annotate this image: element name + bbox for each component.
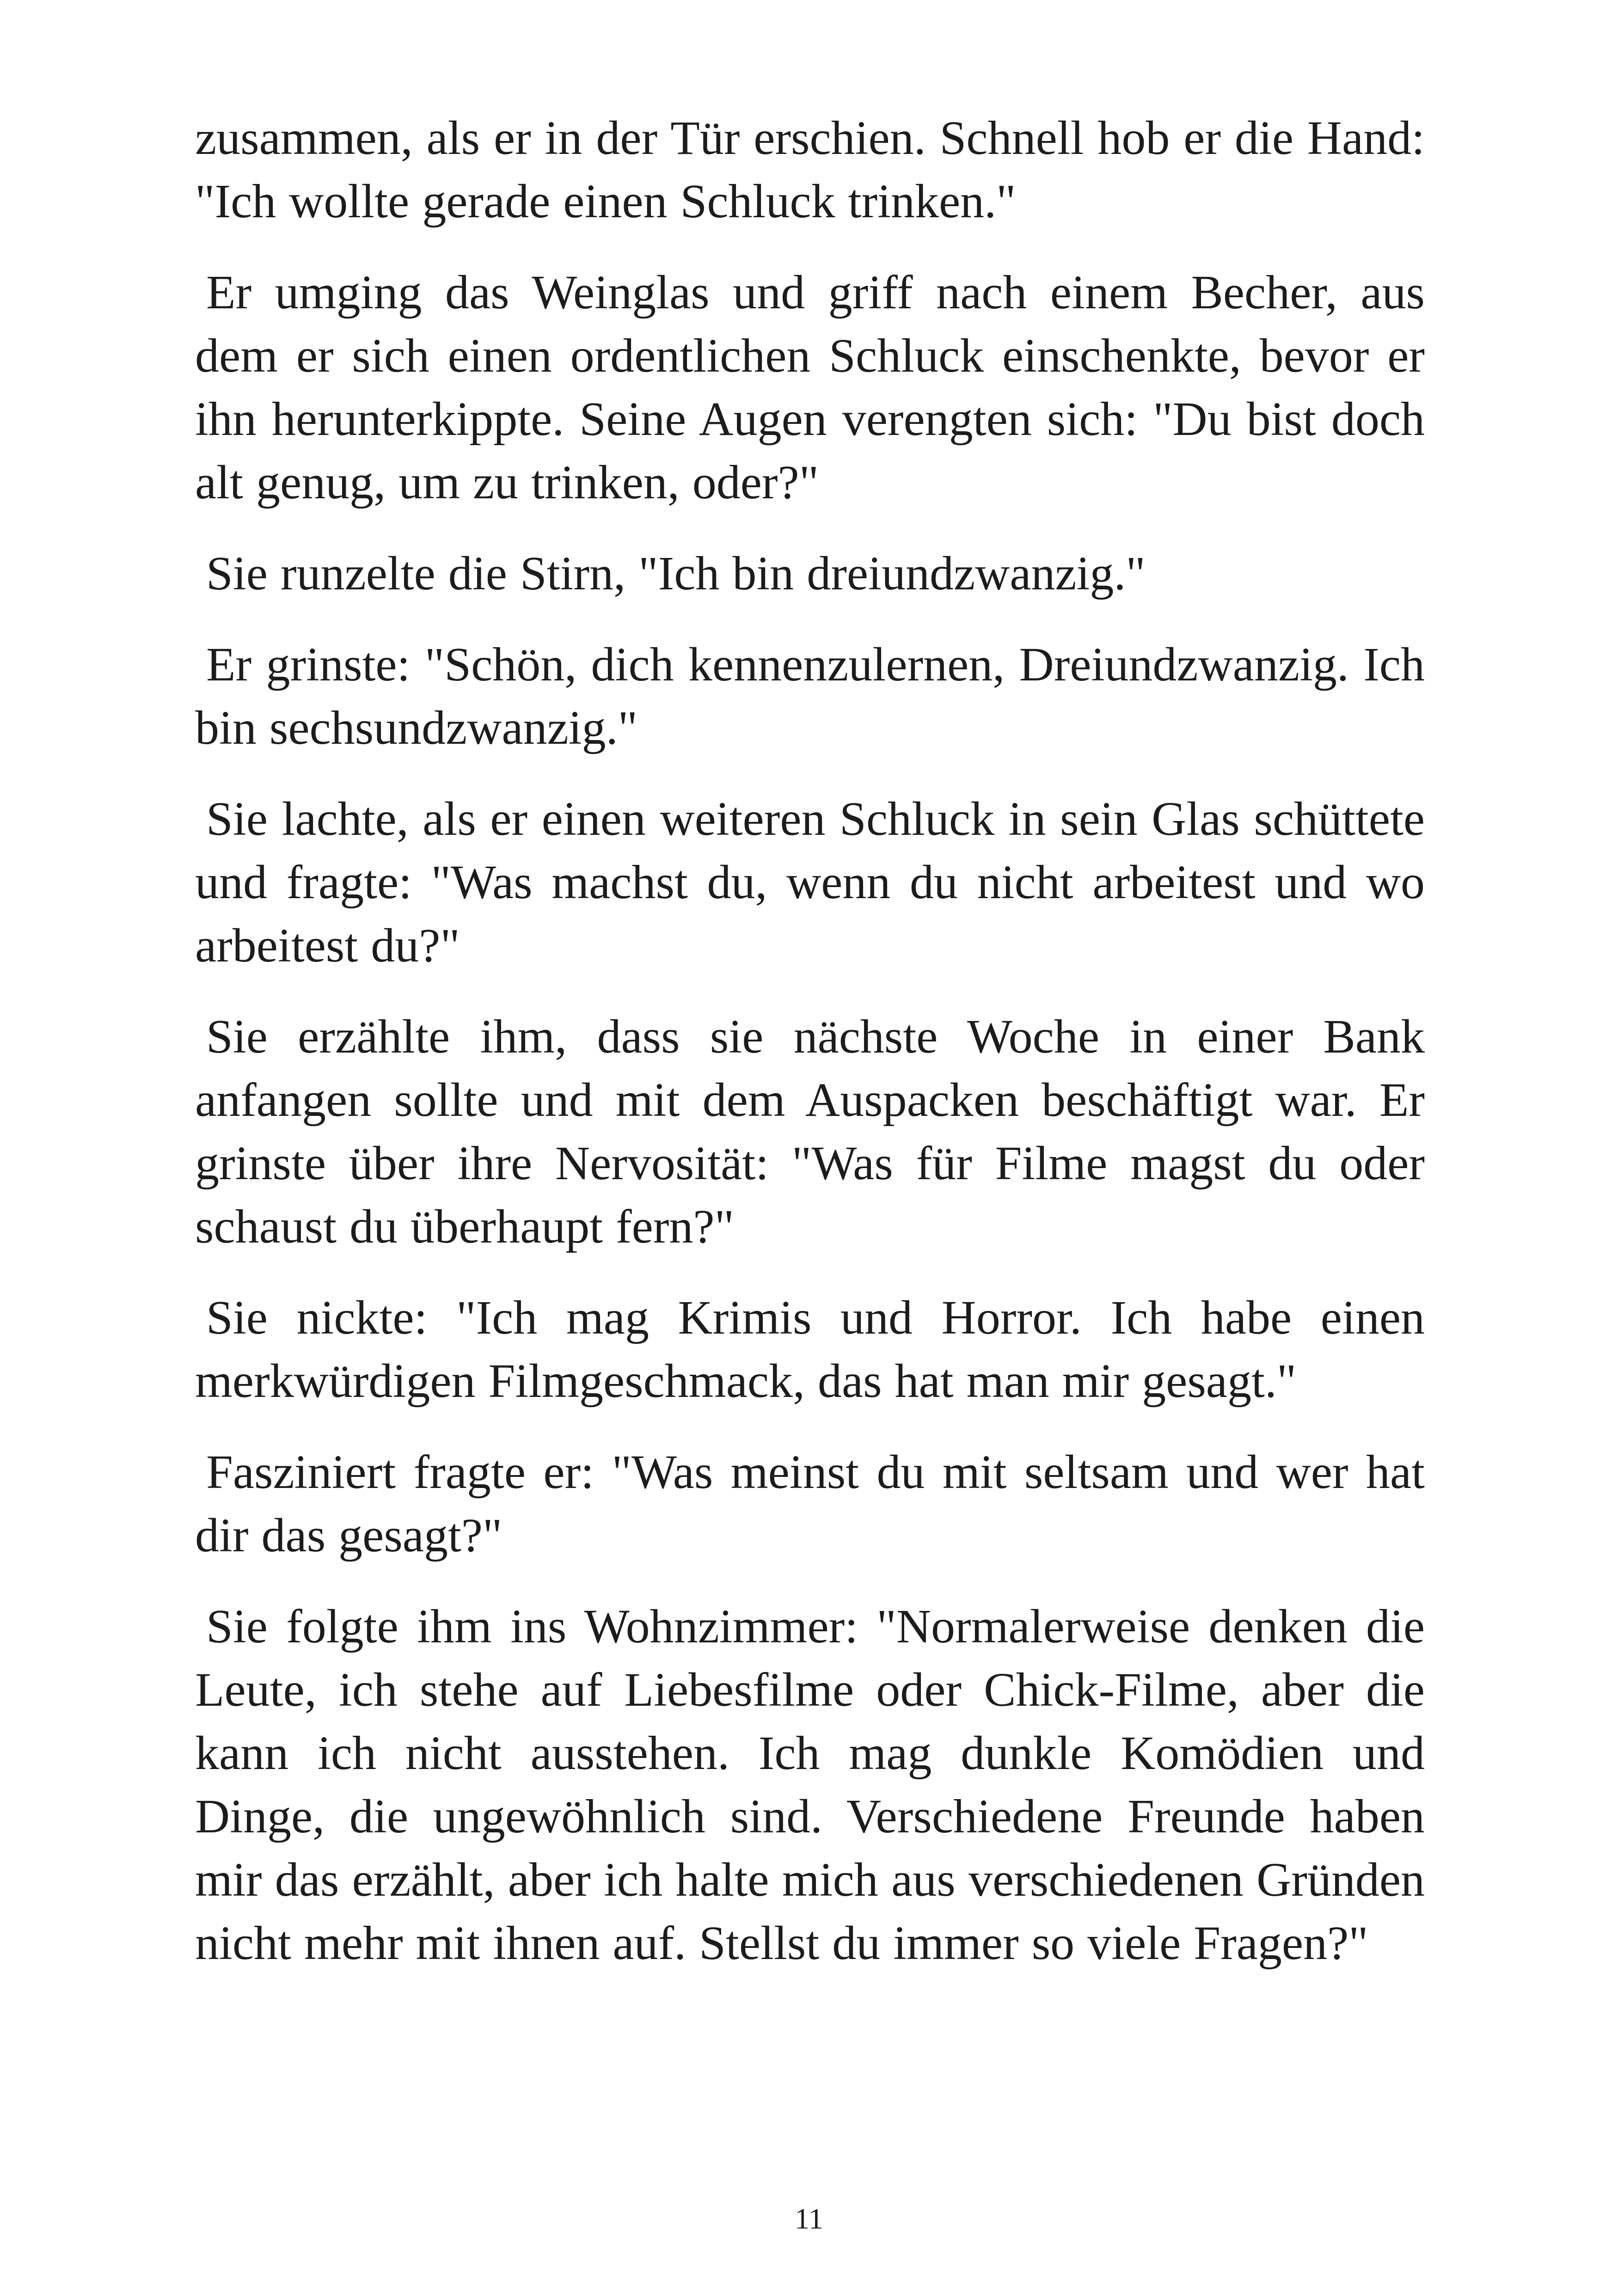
paragraph: Er umging das Weinglas und griff nach einem Becher, aus dem er sich einen ordentlichen Schluck einschenkte, bevor er ihn herunterkippte. Seine Augen verengten sich: "Du bist doch alt genug, um zu trinken, oder?" xyxy=(195,266,1425,509)
paragraph: Sie lachte, als er einen weiteren Schluck in sein Glas schüttete und fragte: "Was machst du, wenn du nicht arbeitest und wo arbeitest du?" xyxy=(195,792,1425,972)
page-number: 11 xyxy=(795,2202,823,2235)
paragraph: Sie erzählte ihm, dass sie nächste Woche in einer Bank anfangen sollte und mit dem Auspacken beschäftigt war. Er grinste über ihre Nervosität: "Was für Filme magst du oder schaust du überhaupt fern?" xyxy=(195,1010,1425,1253)
paragraph: Sie folgte ihm ins Wohnzimmer: "Normalerweise denken die Leute, ich stehe auf Liebesfilme oder Chick-Filme, aber die kann ich nicht ausstehen. Ich mag dunkle Komödien und Dinge, die ungewöhnlich sind. Verschiedene Freunde haben mir das erzählt, aber ich halte mich aus verschiedenen Gründen nicht mehr mit ihnen auf. Stellst du immer so viele Fragen?" xyxy=(195,1600,1425,1970)
paragraph: Er grinste: "Schön, dich kennenzulernen, Dreiundzwanzig. Ich bin sechsundzwanzig." xyxy=(195,638,1425,754)
paragraph: Sie nickte: "Ich mag Krimis und Horror. Ich habe einen merkwürdigen Filmgeschmack, das hat man mir gesagt." xyxy=(195,1291,1425,1408)
paragraph: zusammen, als er in der Tür erschien. Schnell hob er die Hand: "Ich wollte gerade einen Schluck trinken." xyxy=(195,111,1425,228)
paragraph: Sie runzelte die Stirn, "Ich bin dreiundzwanzig." xyxy=(206,547,1146,600)
paragraph: Fasziniert fragte er: "Was meinst du mit seltsam und wer hat dir das gesagt?" xyxy=(195,1445,1425,1562)
body-text xyxy=(195,106,1425,2002)
